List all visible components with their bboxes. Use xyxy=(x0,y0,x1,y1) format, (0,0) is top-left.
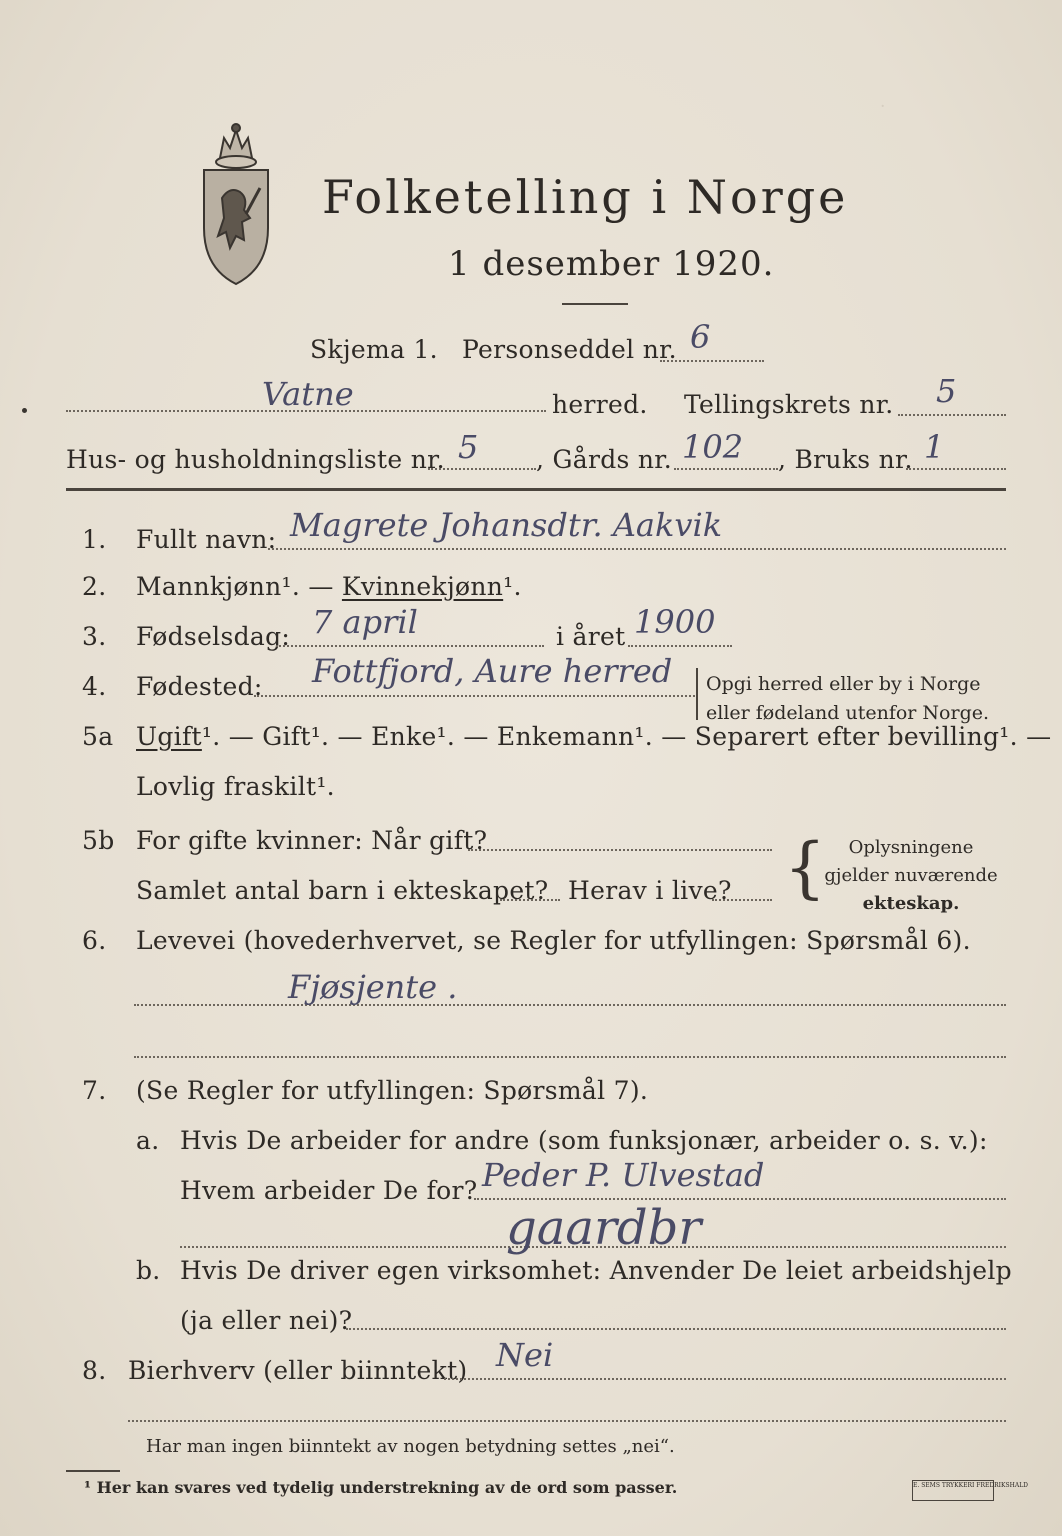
married-when-field[interactable] xyxy=(468,849,772,851)
bruks-field[interactable] xyxy=(906,468,1006,470)
personseddel-field[interactable] xyxy=(660,360,764,362)
footer-note: Har man ingen biinntekt av nogen betydning settes „nei“. xyxy=(146,1436,675,1457)
q6-label: Levevei (hovederhvervet, se Regler for utfyllingen: Spørsmål 6). xyxy=(136,926,971,955)
employer-value-2: gaardbr xyxy=(506,1200,702,1256)
q6-number: 6. xyxy=(82,926,107,955)
q3-label: Fødselsdag: xyxy=(136,622,291,651)
q8-label: Bierhverv (eller biinntekt) xyxy=(128,1356,468,1385)
q2-number: 2. xyxy=(82,572,107,601)
full-name-value: Magrete Johansdtr. Aakvik xyxy=(290,506,723,544)
birthday-field[interactable] xyxy=(276,645,544,647)
q7b-letter: b. xyxy=(136,1256,161,1285)
q1-label: Fullt navn: xyxy=(136,525,277,554)
printer-mark: E. SEMS TRYKKERI FREDRIKSHALD xyxy=(912,1480,994,1501)
employer-label: Hvem arbeider De for? xyxy=(180,1176,478,1205)
occupation-value: Fjøsjente . xyxy=(288,968,458,1006)
q4-label: Fødested: xyxy=(136,672,263,701)
tellingskrets-value: 5 xyxy=(936,372,957,410)
employer-value: Peder P. Ulvestad xyxy=(482,1156,765,1194)
children-alive-label: Herav i live? xyxy=(568,876,732,905)
side-income-field-2[interactable] xyxy=(128,1420,1006,1422)
marital-selected: Ugift xyxy=(136,722,202,751)
children-total-field[interactable] xyxy=(500,899,560,901)
personseddel-label: Personseddel nr. xyxy=(462,335,677,364)
birthplace-field[interactable] xyxy=(254,695,698,697)
gender-options[interactable]: Mannkjønn¹. — Kvinnekjønn¹. xyxy=(136,572,522,601)
hired-help-label: (ja eller nei)? xyxy=(180,1306,353,1335)
herred-label: herred. xyxy=(552,390,648,419)
gards-field[interactable] xyxy=(674,468,778,470)
q3-number: 3. xyxy=(82,622,107,651)
gards-label: , Gårds nr. xyxy=(536,445,673,474)
birth-year-value: 1900 xyxy=(634,603,716,641)
footnote-rule xyxy=(66,1470,120,1472)
q7a-line1: Hvis De arbeider for andre (som funksjonær, arbeider o. s. v.): xyxy=(180,1126,988,1155)
hired-help-field[interactable] xyxy=(346,1328,1006,1330)
occupation-field-2[interactable] xyxy=(134,1056,1006,1058)
marital-status-options[interactable]: Ugift¹. — Gift¹. — Enke¹. — Enkemann¹. — Separert efter bevilling¹. — xyxy=(136,722,1052,751)
marriage-note: Oplysningene gjelder nuværende ekteskap. xyxy=(824,837,998,914)
full-name-field[interactable] xyxy=(268,548,1006,550)
tellingskrets-label: Tellingskrets nr. xyxy=(684,390,894,419)
q7-label: (Se Regler for utfyllingen: Spørsmål 7). xyxy=(136,1076,649,1105)
footnote: ¹ Her kan svares ved tydelig understrekning av de ord som passer. xyxy=(84,1478,678,1497)
birthplace-note: Opgi herred eller by i Norge eller fødeland utenfor Norge. xyxy=(706,673,990,724)
tellingskrets-field[interactable] xyxy=(898,414,1006,416)
hus-field[interactable] xyxy=(428,468,536,470)
hus-label: Hus- og husholdningsliste nr. xyxy=(66,445,445,474)
bruks-label: , Bruks nr. xyxy=(778,445,913,474)
q1-number: 1. xyxy=(82,525,107,554)
herred-value: Vatne xyxy=(262,375,354,413)
q4-number: 4. xyxy=(82,672,107,701)
occupation-field[interactable] xyxy=(134,1004,1006,1006)
side-income-field[interactable] xyxy=(444,1378,1006,1380)
children-alive-field[interactable] xyxy=(712,899,772,901)
side-income-value: Nei xyxy=(496,1336,554,1374)
q5a-number: 5a xyxy=(82,722,114,751)
margin-dot xyxy=(22,408,27,413)
bruks-value: 1 xyxy=(924,428,945,466)
schema-label: Skjema 1. xyxy=(310,335,438,364)
header-rule xyxy=(66,488,1006,491)
title-divider xyxy=(562,303,628,305)
children-total-label: Samlet antal barn i ekteskapet? xyxy=(136,876,549,905)
census-form-page: . Folketelling i Norge 1 desember 1920. Skjema 1. Personseddel nr. 6 Vatne herred. Tellingskrets nr. 5 Hus- og husholdningsliste nr. 5 , Gårds nr. 102 , Bruks nr. 1 1. Fullt navn: Magrete Johansdtr. Aakvik 2. Mannkjønn¹. — Kvinnekjønn¹. 3. Fødselsdag: 7 april i året 1900 4. Fødested: Fottfjord, Aure herred Opgi herred eller by i Norge eller fødeland utenfor Norge. 5a Ugift¹. — Gift¹. — Enke¹. — Enkemann¹. — Separert efter bevilling¹. — Lovlig fraskilt¹. 5b For gifte kvinner: Når gift? Samlet antal barn i ekteskapet? Herav i live? { Oplysningene gjelder nuværende ekteskap. 6. Levevei (hovederhvervet, se Regler for utfyllingen: Spørsmål 6). Fjøsjente . 7. (Se Regler for utfyllingen: Spørsmål 7). a. Hvis De arbeider for andre (som funksjonær, arbeider o. s. v.): Hvem arbeider De for? Peder P. Ulvestad gaardbr b. Hvis De driver egen virksomhet: Anvender De leiet arbeidshjelp (ja eller nei)? 8. Bierhverv (eller biinntekt) Nei Har man ingen biinntekt av nogen betydning settes „nei“. ¹ Her kan svares ved tydelig understrekning av de ord som passer. E. SEMS TRYKKERI FREDRIKSHALD xyxy=(0,0,1062,1536)
census-date: 1 desember 1920. xyxy=(448,244,775,284)
q5b-number: 5b xyxy=(82,826,115,855)
birthplace-value: Fottfjord, Aure herred xyxy=(312,652,673,690)
birthplace-note-bracket xyxy=(696,668,698,720)
marital-status-line2: Lovlig fraskilt¹. xyxy=(136,772,335,801)
year-label: i året xyxy=(556,622,626,651)
q7b-line1: Hvis De driver egen virksomhet: Anvender De leiet arbeidshjelp xyxy=(180,1256,1012,1285)
personseddel-value: 6 xyxy=(690,318,711,356)
norway-coat-of-arms-icon xyxy=(190,118,282,288)
birth-year-field[interactable] xyxy=(628,645,732,647)
q8-number: 8. xyxy=(82,1356,107,1385)
hus-value: 5 xyxy=(458,428,479,466)
q7-number: 7. xyxy=(82,1076,107,1105)
married-when-label: For gifte kvinner: Når gift? xyxy=(136,826,488,855)
q7a-letter: a. xyxy=(136,1126,160,1155)
form-title: Folketelling i Norge xyxy=(322,170,849,224)
gender-selected: Kvinnekjønn xyxy=(341,572,504,601)
gards-value: 102 xyxy=(682,428,744,466)
birthday-value: 7 april xyxy=(312,603,418,641)
marriage-brace: { xyxy=(784,829,826,906)
